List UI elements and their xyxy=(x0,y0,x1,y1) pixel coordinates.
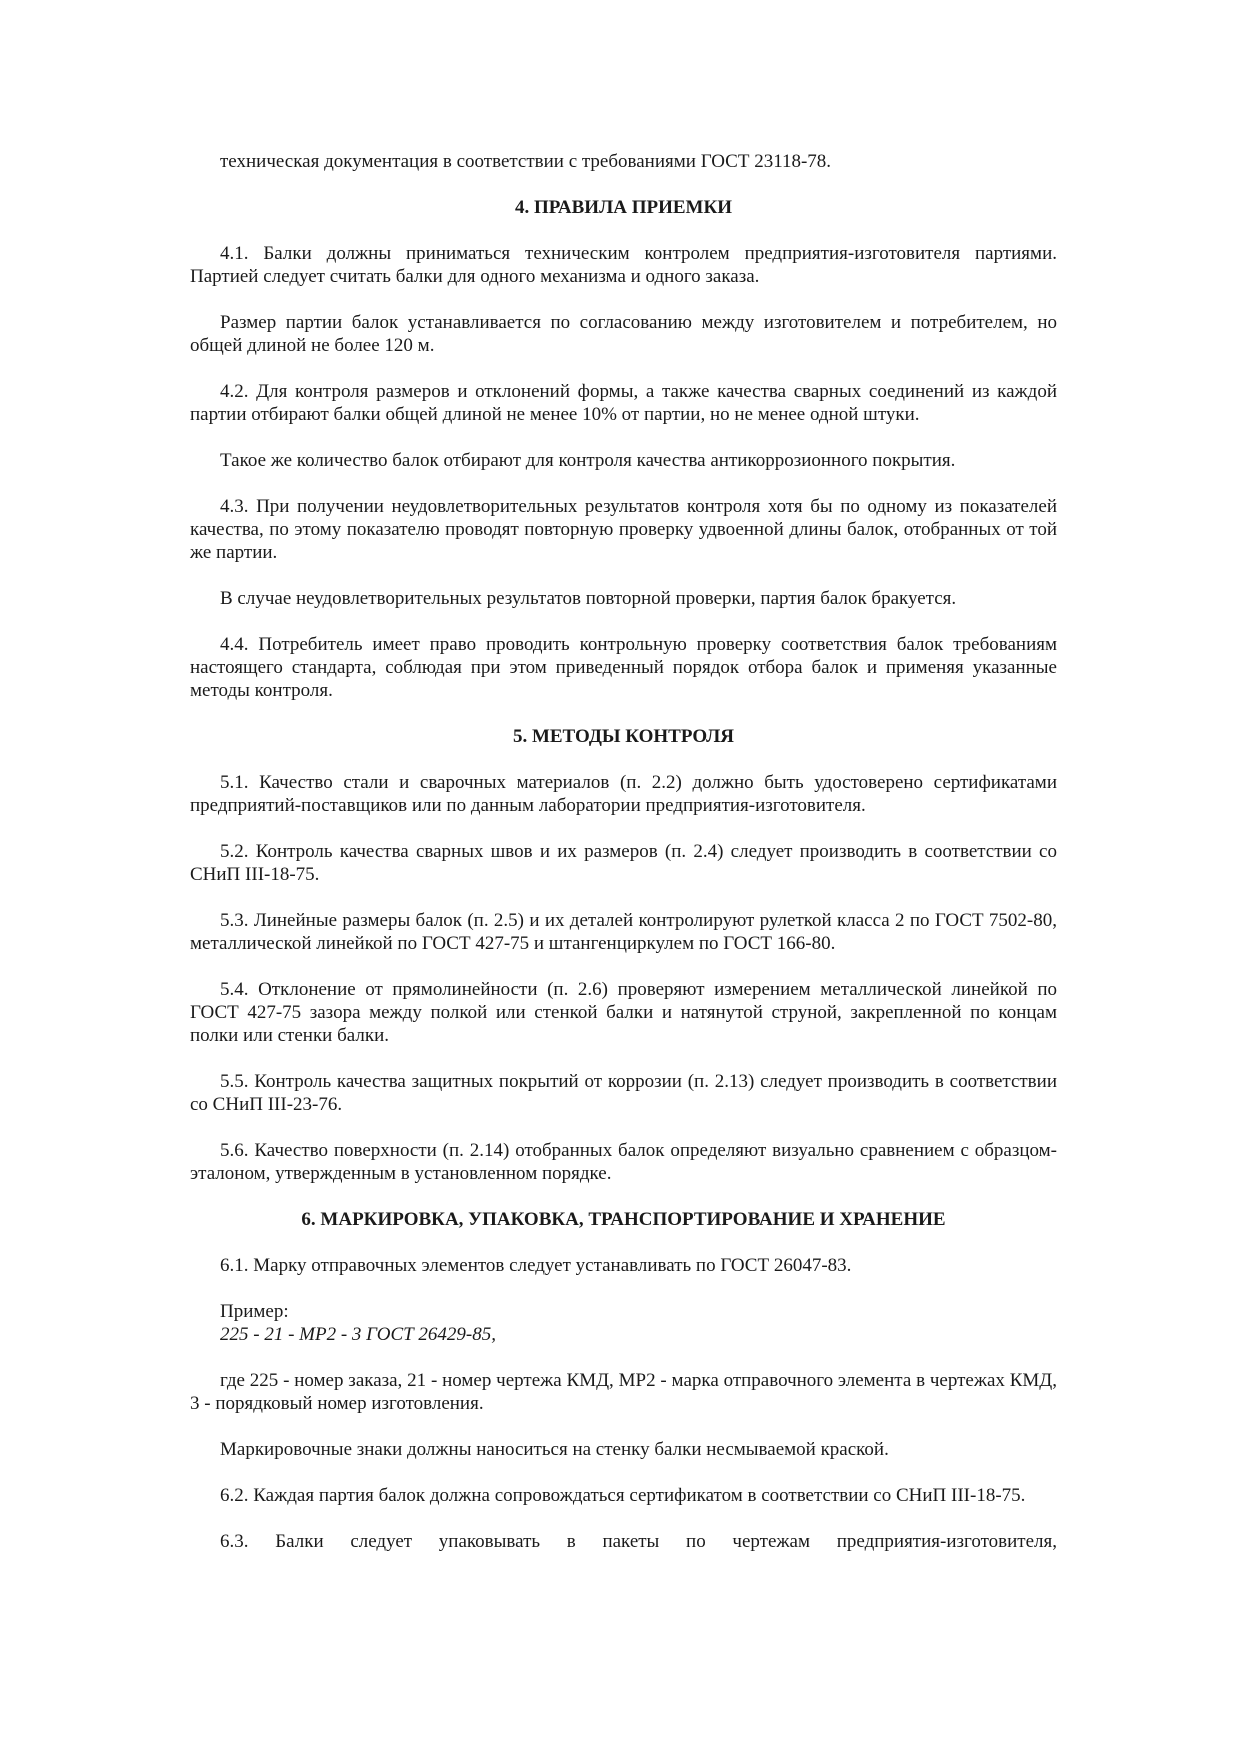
paragraph-4-2: 4.2. Для контроля размеров и отклонений формы, а также качества сварных соединений из каждой партии отбирают балки общей длиной не менее 10% от партии, но не менее одной штуки. xyxy=(190,381,1057,425)
paragraph-5-3: 5.3. Линейные размеры балок (п. 2.5) и их деталей контролируют рулеткой класса 2 по ГОСТ 7502-80, металлической линейкой по ГОСТ 427-75 и штангенциркулем по ГОСТ 166-80. xyxy=(190,910,1057,954)
example-code: 225 - 21 - МР2 - 3 ГОСТ 26429-85, xyxy=(220,1324,497,1345)
paragraph-5-2: 5.2. Контроль качества сварных швов и их размеров (п. 2.4) следует производить в соответствии со СНиП III-18-75. xyxy=(190,841,1057,885)
example-label: Пример: xyxy=(220,1301,289,1322)
paragraph-4-3: 4.3. При получении неудовлетворительных результатов контроля хотя бы по одному из показателей качества, по этому показателю проводят повторную проверку удвоенной длины балок, отобранных от той же партии. xyxy=(190,496,1057,563)
section-5-heading: 5. МЕТОДЫ КОНТРОЛЯ xyxy=(512,726,735,747)
paragraph-5-6: 5.6. Качество поверхности (п. 2.14) отобранных балок определяют визуально сравнением с образцом-эталоном, утвержденным в установленном порядке. xyxy=(190,1140,1057,1184)
paragraph-5-4: 5.4. Отклонение от прямолинейности (п. 2.6) проверяют измерением металлической линейкой по ГОСТ 427-75 зазора между полкой или стенкой балки и натянутой струной, закрепленной по концам полки или стенки балки. xyxy=(190,979,1057,1046)
paragraph-4-4: 4.4. Потребитель имеет право проводить контрольную проверку соответствия балок требованиям настоящего стандарта, соблюдая при этом приведенный порядок отбора балок и применяя указанные методы контроля. xyxy=(190,634,1057,701)
paragraph-6-2: 6.2. Каждая партия балок должна сопровождаться сертификатом в соответствии со СНиП III-18-75. xyxy=(220,1485,1026,1506)
paragraph-6-1: 6.1. Марку отправочных элементов следует устанавливать по ГОСТ 26047-83. xyxy=(220,1255,852,1276)
marking-example xyxy=(190,1300,1057,1346)
paragraph-4-1-batch-size: Размер партии балок устанавливается по согласованию между изготовителем и потребителем, но общей длиной не более 120 м. xyxy=(190,312,1057,356)
paragraph-5-5: 5.5. Контроль качества защитных покрытий от коррозии (п. 2.13) следует производить в соответствии со СНиП III-23-76. xyxy=(190,1071,1057,1115)
section-6-heading: 6. МАРКИРОВКА, УПАКОВКА, ТРАНСПОРТИРОВАНИЕ И ХРАНЕНИЕ xyxy=(301,1209,946,1230)
paragraph-6-1-paint: Маркировочные знаки должны наноситься на стенку балки несмываемой краской. xyxy=(220,1439,889,1460)
paragraph-6-3: 6.3. Балки следует упаковывать в пакеты по чертежам предприятия-изготовителя, xyxy=(220,1531,1057,1552)
paragraph-4-2-coating: Такое же количество балок отбирают для контроля качества антикоррозионного покрытия. xyxy=(220,450,956,471)
paragraph-5-1: 5.1. Качество стали и сварочных материалов (п. 2.2) должно быть удостоверено сертификатами предприятий-поставщиков или по данным лаборатории предприятия-изготовителя. xyxy=(190,772,1057,816)
paragraph-4-1: 4.1. Балки должны приниматься техническим контролем предприятия-изготовителя партиями. Партией следует считать балки для одного механизма и одного заказа. xyxy=(190,243,1057,287)
paragraph-6-1-explanation: где 225 - номер заказа, 21 - номер чертежа КМД, МР2 - марка отправочного элемента в чертежах КМД, 3 - порядковый номер изготовления. xyxy=(190,1370,1057,1414)
intro-paragraph: техническая документация в соответствии с требованиями ГОСТ 23118-78. xyxy=(220,151,832,172)
section-4-heading: 4. ПРАВИЛА ПРИЕМКИ xyxy=(514,197,733,218)
document-page xyxy=(190,150,1057,1553)
paragraph-4-3-reject: В случае неудовлетворительных результатов повторной проверки, партия балок бракуется. xyxy=(220,588,957,609)
